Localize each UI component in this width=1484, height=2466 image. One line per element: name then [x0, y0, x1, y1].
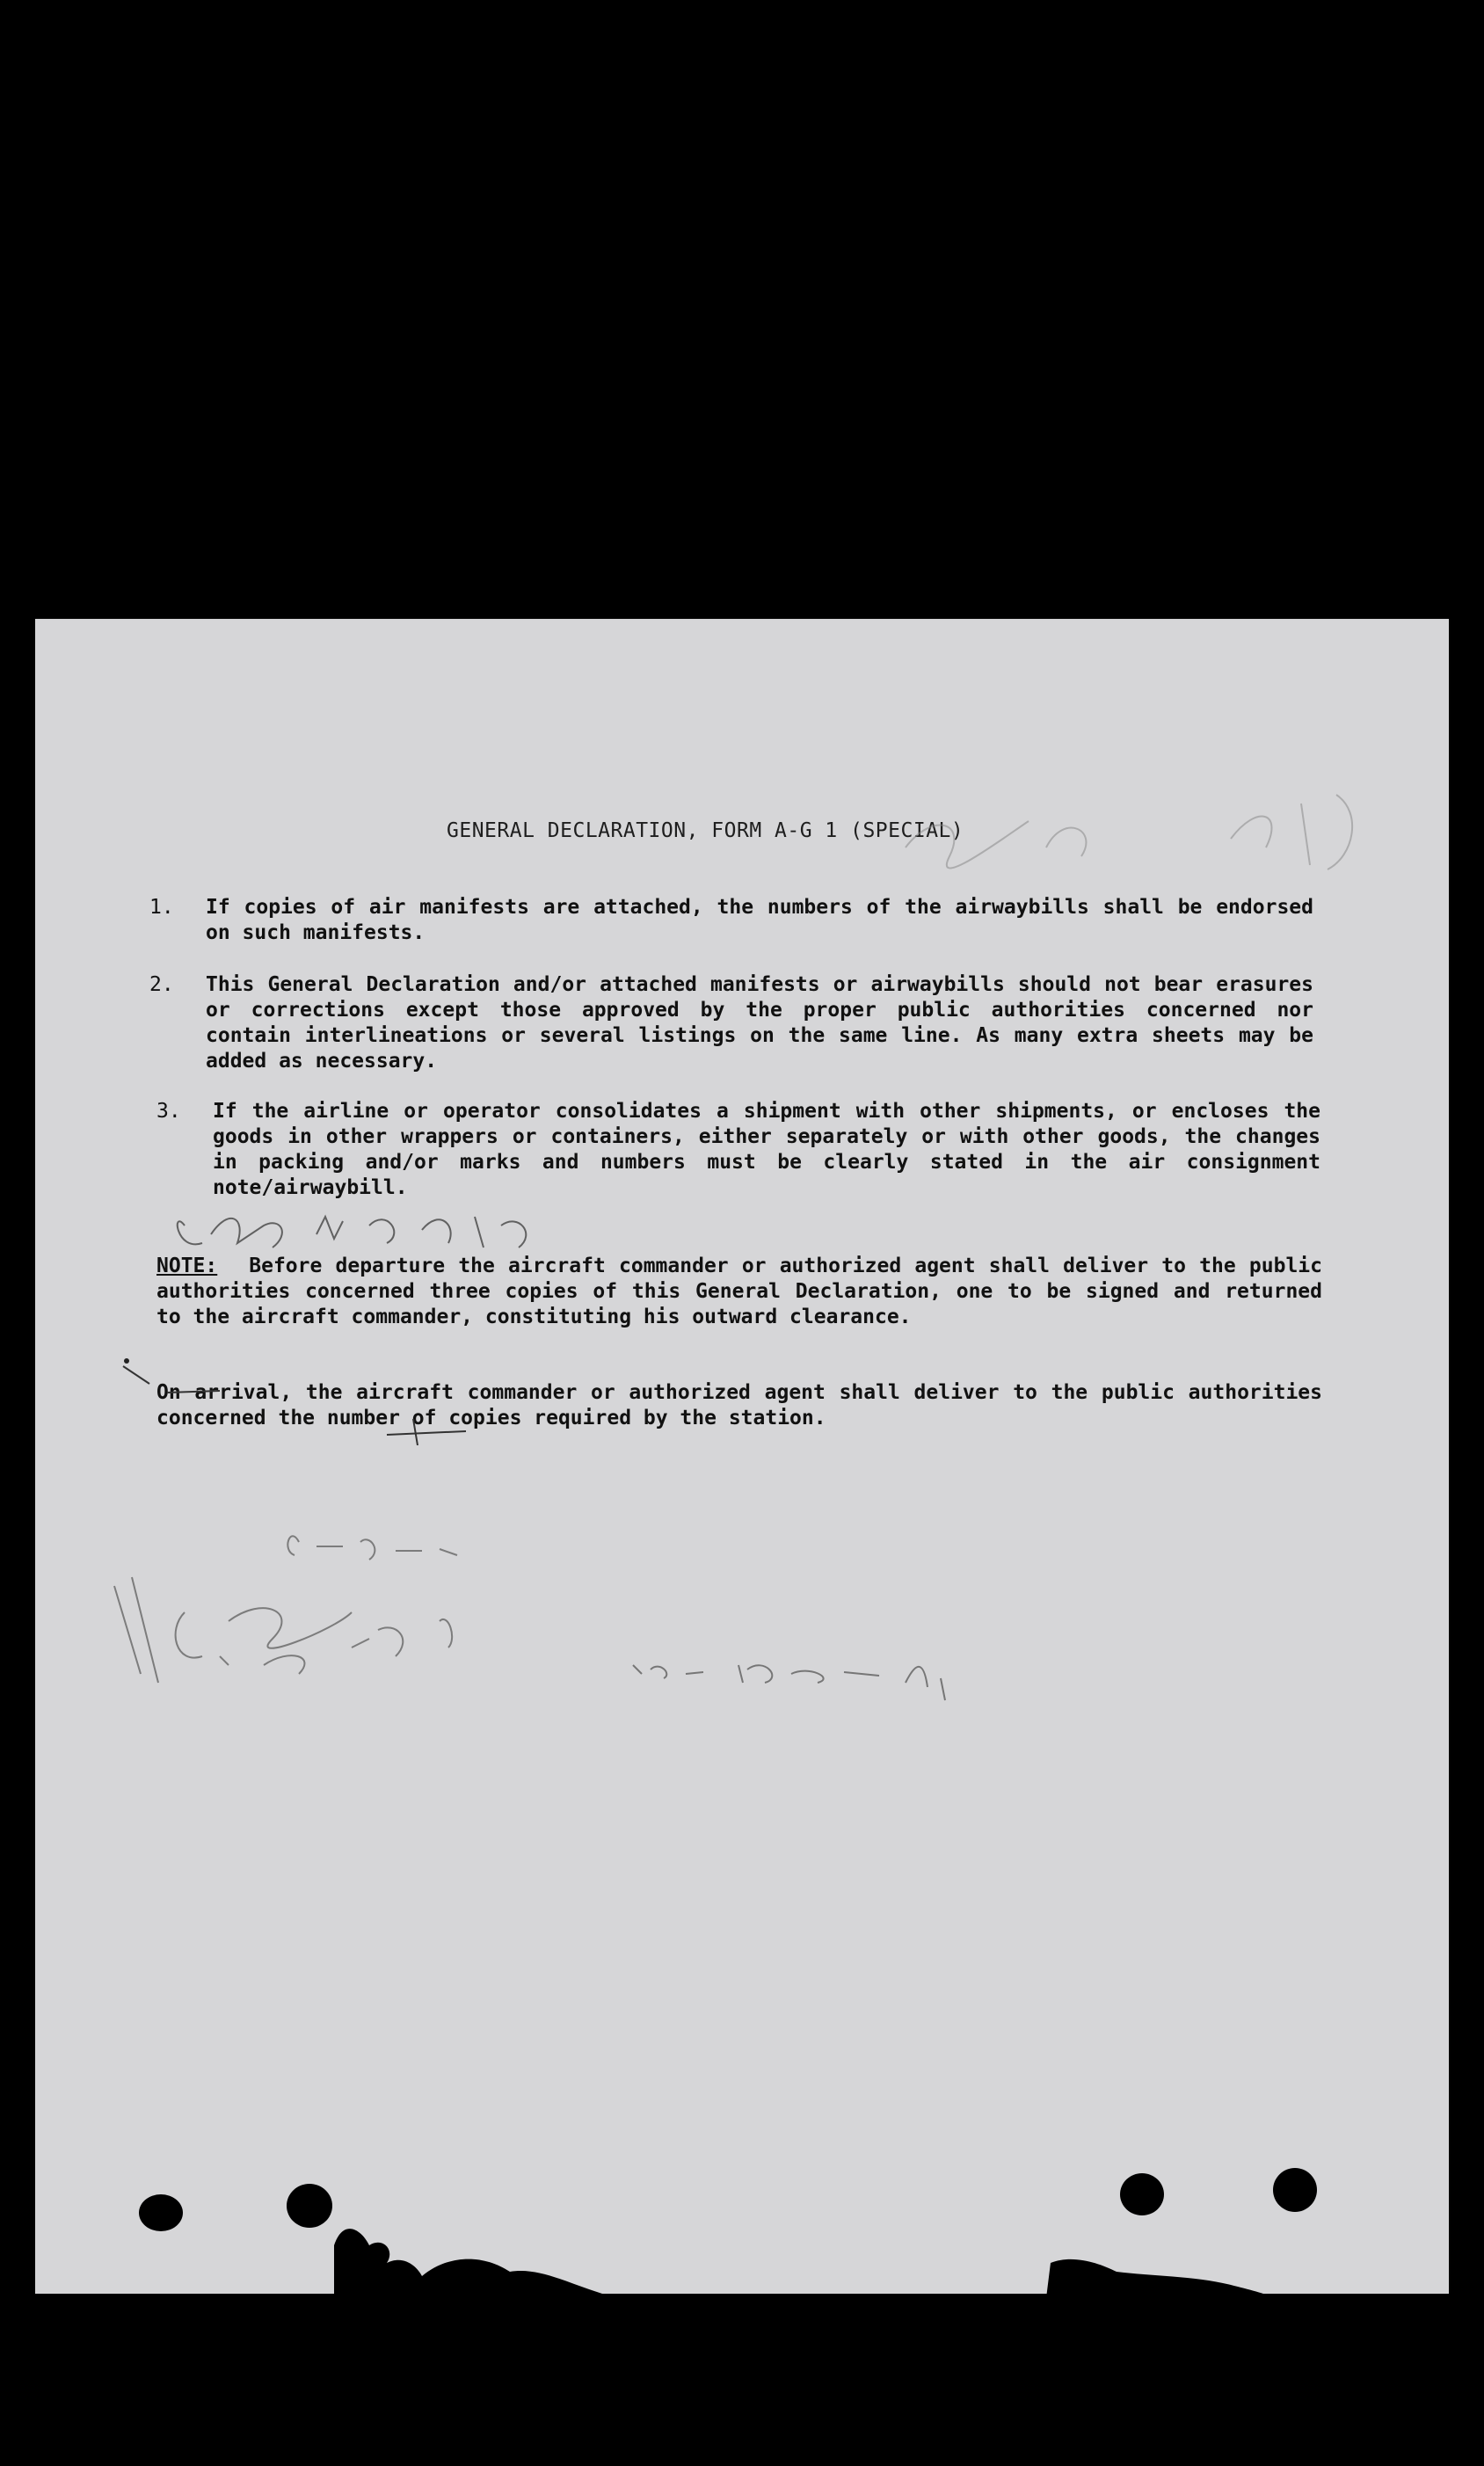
note-paragraph	[156, 1254, 1322, 1330]
punch-hole	[287, 2184, 332, 2228]
document-title: GENERAL DECLARATION, FORM A-G 1 (SPECIAL)	[447, 819, 964, 842]
item-number: 1.	[149, 896, 174, 919]
arrival-paragraph: On arrival, the aircraft commander or authorized agent shall deliver to the public authorities concerned the number of copies required by the station.	[156, 1381, 1322, 1429]
torn-edge-damage	[1046, 2245, 1275, 2298]
handwritten-mark-lower-left	[88, 1516, 510, 1709]
punch-hole	[1273, 2168, 1317, 2212]
item-text: If copies of air manifests are attached, the numbers of the airwaybills shall be endorsed on such manifests.	[206, 896, 1313, 944]
item-text: If the airline or operator consolidates a shipment with other shipments, or encloses the goods in other wrappers or containers, either separately or with other goods, the changes in packing and/or marks and numbers must be clearly stated in the air consignment note/airwaybill.	[213, 1100, 1320, 1199]
note-label: NOTE:	[156, 1255, 218, 1277]
document-page	[35, 619, 1449, 2294]
handwritten-mark-lower-center	[624, 1639, 993, 1709]
handwritten-mark-top-right	[897, 786, 1389, 883]
item-number: 3.	[156, 1100, 181, 1123]
torn-edge-damage	[334, 2201, 615, 2298]
punch-hole	[1120, 2173, 1164, 2215]
handwritten-signature-mid-left	[167, 1199, 571, 1261]
pen-strike-mark	[114, 1349, 536, 1445]
item-text: This General Declaration and/or attached manifests or airwaybills should not bear erasures or corrections except those approved by the proper public authorities concerned nor contain interlineations or several listings on the same line. As many extra sheets may be added as necessary.	[206, 973, 1313, 1073]
punch-hole	[139, 2194, 183, 2231]
item-number: 2.	[149, 973, 174, 996]
note-text: Before departure the aircraft commander or authorized agent shall deliver to the public authorities concerned three copies of this General Declaration, one to be signed and returned to the aircraft commander, constituting his outward clearance.	[156, 1255, 1322, 1328]
